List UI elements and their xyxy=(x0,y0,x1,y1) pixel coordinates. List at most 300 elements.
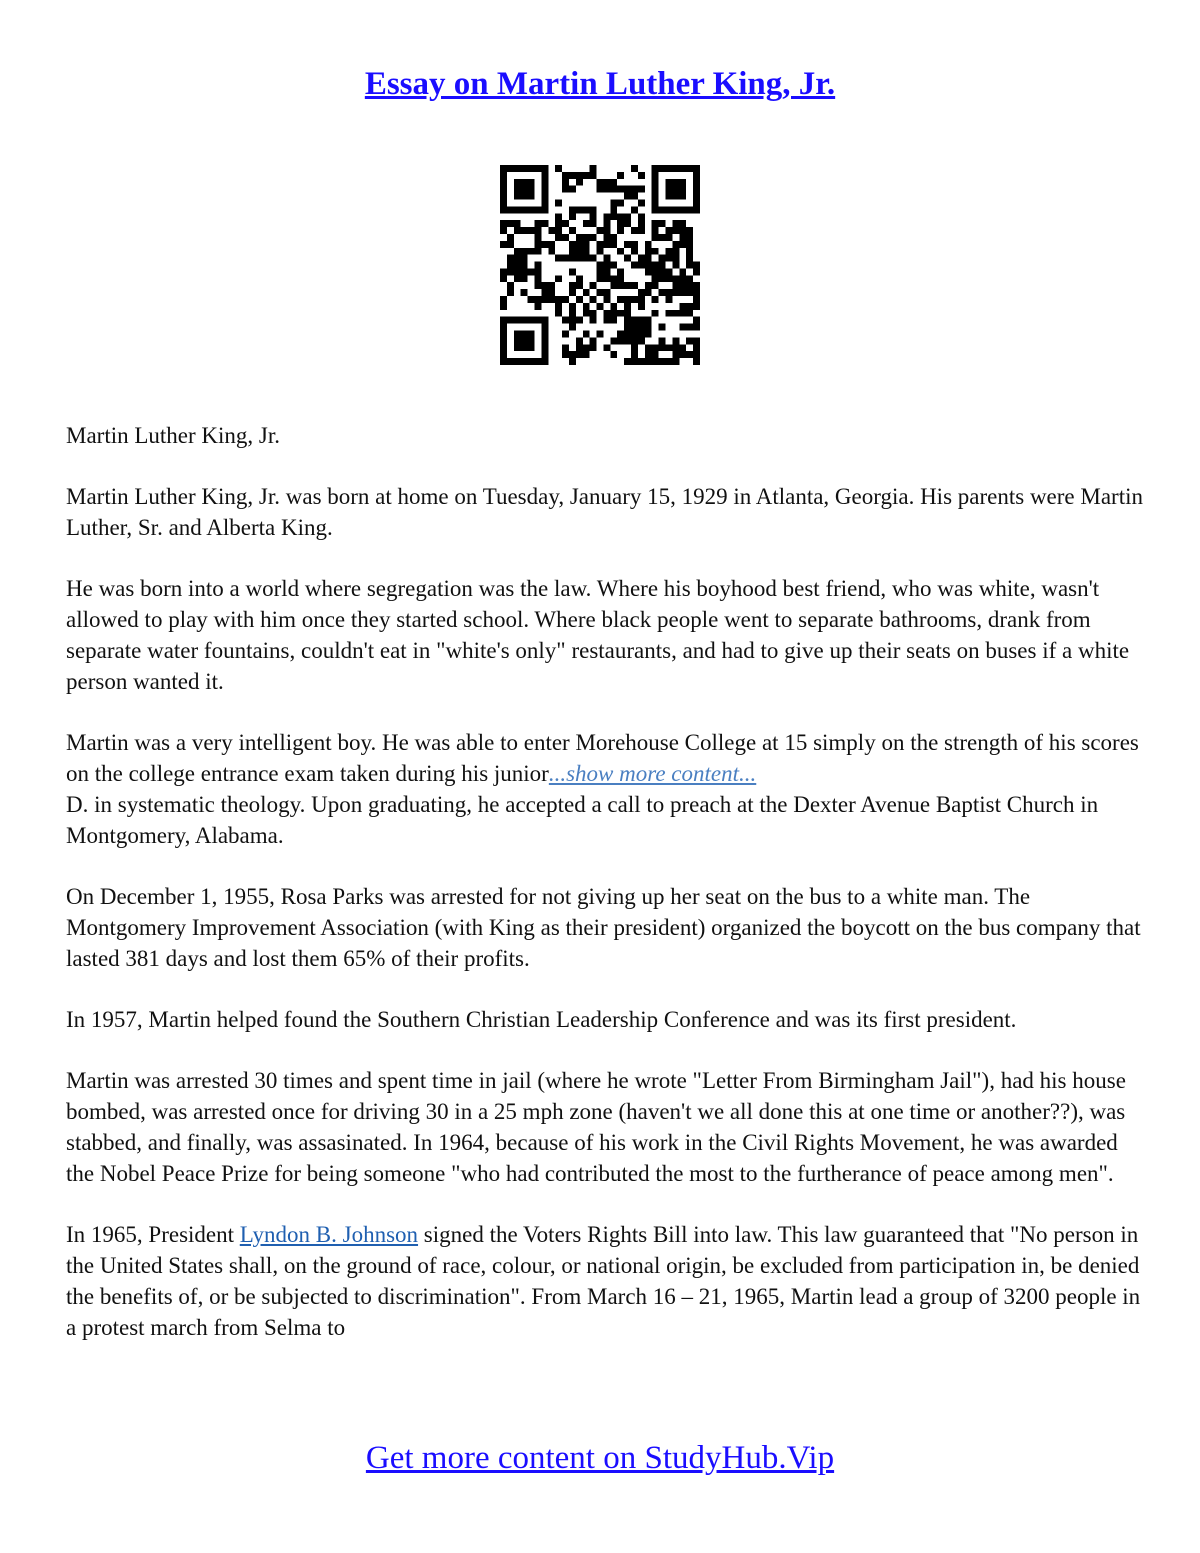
qr-module xyxy=(534,358,541,365)
qr-module xyxy=(521,179,528,186)
qr-module xyxy=(562,331,569,338)
qr-module xyxy=(555,275,562,282)
qr-module xyxy=(679,351,686,358)
qr-module xyxy=(569,358,576,365)
qr-module xyxy=(617,275,624,282)
qr-module xyxy=(528,337,535,344)
qr-module xyxy=(576,241,583,248)
qr-module xyxy=(500,296,507,303)
qr-module xyxy=(631,344,638,351)
qr-module xyxy=(534,303,541,310)
studyhub-footer-link[interactable]: Get more content on StudyHub.Vip xyxy=(365,1440,835,1476)
paragraph-voting-rights-start: In 1965, President xyxy=(66,1222,240,1247)
qr-module xyxy=(672,179,679,186)
qr-module xyxy=(679,193,686,200)
qr-module xyxy=(679,275,686,282)
qr-module xyxy=(693,317,700,324)
qr-module xyxy=(583,289,590,296)
qr-module xyxy=(555,213,562,220)
qr-module xyxy=(624,241,631,248)
qr-module xyxy=(652,358,659,365)
qr-module xyxy=(693,199,700,206)
qr-module xyxy=(541,296,548,303)
qr-module xyxy=(583,310,590,317)
qr-module xyxy=(576,234,583,241)
qr-module xyxy=(569,317,576,324)
qr-module xyxy=(500,220,507,227)
qr-module xyxy=(521,227,528,234)
qr-module xyxy=(500,331,507,338)
qr-module xyxy=(672,289,679,296)
paragraph-rosa-parks: On December 1, 1955, Rosa Parks was arrested for not giving up her seat on the bus to a white man. The Montgomery Improvement Association (with King as their president) organized the boycott on the bus company that lasted 381 days and lost them 65% of their profits. xyxy=(66,884,1141,971)
qr-module xyxy=(514,186,521,193)
qr-module xyxy=(528,227,535,234)
qr-module xyxy=(672,310,679,317)
qr-module xyxy=(631,241,638,248)
qr-module xyxy=(528,179,535,186)
qr-module xyxy=(500,206,507,213)
qr-module xyxy=(541,165,548,172)
show-more-content-link[interactable]: ...show more content... xyxy=(548,761,757,786)
essay-title-link[interactable]: Essay on Martin Luther King, Jr. xyxy=(364,66,836,102)
qr-module xyxy=(686,282,693,289)
qr-module xyxy=(666,344,673,351)
qr-module xyxy=(659,324,666,331)
qr-module xyxy=(617,227,624,234)
qr-module xyxy=(624,331,631,338)
qr-module xyxy=(590,317,597,324)
qr-module xyxy=(555,310,562,317)
qr-module xyxy=(521,255,528,262)
qr-module xyxy=(679,234,686,241)
qr-module xyxy=(541,324,548,331)
qr-module xyxy=(514,337,521,344)
qr-module xyxy=(693,358,700,365)
qr-module xyxy=(686,241,693,248)
qr-module xyxy=(569,351,576,358)
qr-module xyxy=(548,227,555,234)
qr-module xyxy=(514,275,521,282)
qr-module xyxy=(686,234,693,241)
qr-module xyxy=(631,296,638,303)
qr-module xyxy=(576,255,583,262)
qr-module xyxy=(638,172,645,179)
qr-module xyxy=(590,206,597,213)
qr-module xyxy=(672,255,679,262)
qr-module xyxy=(672,165,679,172)
qr-module xyxy=(541,331,548,338)
qr-module xyxy=(679,220,686,227)
qr-module xyxy=(583,255,590,262)
qr-module xyxy=(638,358,645,365)
qr-module xyxy=(638,324,645,331)
qr-module xyxy=(500,186,507,193)
qr-module xyxy=(590,310,597,317)
qr-module xyxy=(679,344,686,351)
qr-module xyxy=(500,275,507,282)
qr-module xyxy=(528,296,535,303)
qr-module xyxy=(603,268,610,275)
qr-module xyxy=(631,358,638,365)
qr-module xyxy=(603,344,610,351)
qr-module xyxy=(507,165,514,172)
qr-module xyxy=(555,296,562,303)
qr-module xyxy=(693,179,700,186)
qr-module xyxy=(521,275,528,282)
qr-module xyxy=(679,303,686,310)
qr-module xyxy=(693,303,700,310)
qr-module xyxy=(548,248,555,255)
qr-module xyxy=(659,289,666,296)
qr-module xyxy=(624,337,631,344)
qr-module xyxy=(514,344,521,351)
qr-module xyxy=(562,351,569,358)
qr-module xyxy=(500,344,507,351)
qr-module xyxy=(693,186,700,193)
qr-module xyxy=(617,220,624,227)
qr-module xyxy=(583,206,590,213)
qr-module xyxy=(534,227,541,234)
qr-module xyxy=(610,262,617,269)
qr-module xyxy=(652,165,659,172)
qr-module xyxy=(666,179,673,186)
qr-module xyxy=(693,296,700,303)
qr-module xyxy=(521,262,528,269)
qr-module xyxy=(666,165,673,172)
qr-module xyxy=(666,248,673,255)
qr-module xyxy=(638,213,645,220)
qr-module xyxy=(666,289,673,296)
qr-module xyxy=(610,206,617,213)
qr-module xyxy=(590,213,597,220)
qr-module xyxy=(666,255,673,262)
qr-module xyxy=(610,351,617,358)
qr-module xyxy=(631,165,638,172)
qr-module xyxy=(659,262,666,269)
qr-module xyxy=(645,268,652,275)
qr-module xyxy=(679,310,686,317)
qr-module xyxy=(638,289,645,296)
qr-module xyxy=(652,186,659,193)
qr-module xyxy=(652,282,659,289)
qr-module xyxy=(610,275,617,282)
qr-module xyxy=(686,337,693,344)
qr-module xyxy=(693,344,700,351)
essay-heading: Martin Luther King, Jr. xyxy=(66,423,280,448)
qr-module xyxy=(534,282,541,289)
qr-module xyxy=(652,227,659,234)
qr-module xyxy=(541,351,548,358)
qr-code-icon xyxy=(500,165,700,365)
qr-module xyxy=(590,337,597,344)
qr-module xyxy=(569,213,576,220)
qr-module xyxy=(686,289,693,296)
qr-module xyxy=(500,172,507,179)
qr-module xyxy=(652,220,659,227)
qr-module xyxy=(500,268,507,275)
qr-module xyxy=(514,220,521,227)
qr-module xyxy=(666,310,673,317)
qr-module xyxy=(521,331,528,338)
qr-module xyxy=(624,186,631,193)
qr-module xyxy=(521,317,528,324)
qr-module xyxy=(534,165,541,172)
qr-module xyxy=(631,351,638,358)
qr-module xyxy=(500,199,507,206)
qr-module xyxy=(645,248,652,255)
qr-module xyxy=(521,289,528,296)
qr-module xyxy=(652,268,659,275)
qr-module xyxy=(541,282,548,289)
qr-module xyxy=(652,262,659,269)
qr-module xyxy=(610,317,617,324)
qr-module xyxy=(590,220,597,227)
qr-module xyxy=(528,248,535,255)
qr-module xyxy=(693,193,700,200)
qr-module xyxy=(569,268,576,275)
qr-module xyxy=(555,199,562,206)
qr-module xyxy=(672,206,679,213)
qr-module xyxy=(541,186,548,193)
qr-module xyxy=(514,358,521,365)
qr-module xyxy=(638,255,645,262)
qr-module xyxy=(590,344,597,351)
qr-module xyxy=(590,234,597,241)
qr-module xyxy=(666,296,673,303)
qr-module xyxy=(631,262,638,269)
qr-module xyxy=(507,255,514,262)
qr-module xyxy=(597,248,604,255)
qr-module xyxy=(679,324,686,331)
qr-module xyxy=(617,310,624,317)
qr-module xyxy=(652,179,659,186)
qr-module xyxy=(659,234,666,241)
qr-module xyxy=(631,331,638,338)
qr-module xyxy=(693,268,700,275)
qr-module xyxy=(583,331,590,338)
qr-module xyxy=(521,248,528,255)
qr-module xyxy=(521,337,528,344)
qr-module xyxy=(500,241,507,248)
qr-module xyxy=(666,206,673,213)
qr-module xyxy=(652,351,659,358)
qr-module xyxy=(555,220,562,227)
qr-module xyxy=(693,351,700,358)
qr-module xyxy=(534,317,541,324)
qr-module xyxy=(679,227,686,234)
qr-module xyxy=(645,289,652,296)
qr-module xyxy=(645,358,652,365)
qr-module xyxy=(576,172,583,179)
qr-module xyxy=(590,165,597,172)
qr-module xyxy=(528,186,535,193)
qr-module xyxy=(569,282,576,289)
paragraph-arrests: Martin was arrested 30 times and spent time in jail (where he wrote "Letter From Birmingham Jail"), had his house bombed, was arrested once for driving 30 in a 25 mph zone (haven't we all done this at one time or another??), was stabbed, and finally, was assasinated. In 1964, because of his work in the Civil Rights Movement, he was awarded the Nobel Peace Prize for being someone "who had contributed the most to the furtherance of peace among men". xyxy=(66,1068,1126,1186)
qr-module xyxy=(569,227,576,234)
qr-module xyxy=(534,248,541,255)
qr-module xyxy=(686,275,693,282)
qr-module xyxy=(624,317,631,324)
qr-module xyxy=(590,296,597,303)
qr-module xyxy=(514,268,521,275)
qr-module xyxy=(583,351,590,358)
qr-module xyxy=(597,241,604,248)
qr-module xyxy=(583,303,590,310)
qr-module xyxy=(652,296,659,303)
qr-module xyxy=(672,186,679,193)
qr-module xyxy=(631,186,638,193)
qr-module xyxy=(541,206,548,213)
qr-module xyxy=(659,268,666,275)
qr-module xyxy=(521,344,528,351)
qr-module xyxy=(638,186,645,193)
qr-module xyxy=(555,165,562,172)
qr-module xyxy=(672,220,679,227)
qr-module xyxy=(624,358,631,365)
qr-module xyxy=(514,248,521,255)
qr-module xyxy=(583,234,590,241)
qr-module xyxy=(548,241,555,248)
qr-module xyxy=(624,255,631,262)
qr-module xyxy=(534,206,541,213)
qr-module xyxy=(686,262,693,269)
qr-module xyxy=(638,331,645,338)
qr-module xyxy=(617,248,624,255)
qr-module xyxy=(576,351,583,358)
qr-module xyxy=(686,303,693,310)
qr-module xyxy=(548,296,555,303)
qr-module xyxy=(693,337,700,344)
qr-module xyxy=(659,255,666,262)
qr-module xyxy=(597,262,604,269)
qr-module xyxy=(514,193,521,200)
qr-module xyxy=(548,289,555,296)
qr-module xyxy=(569,206,576,213)
qr-module xyxy=(645,255,652,262)
qr-module xyxy=(548,282,555,289)
qr-module xyxy=(659,220,666,227)
qr-module xyxy=(528,206,535,213)
qr-module xyxy=(652,193,659,200)
qr-module xyxy=(693,165,700,172)
qr-module xyxy=(603,186,610,193)
qr-module xyxy=(610,179,617,186)
paragraph-birth: Martin Luther King, Jr. was born at home on Tuesday, January 15, 1929 in Atlanta, Georgia. His parents were Martin Luther, Sr. and Alberta King. xyxy=(66,484,1143,540)
lyndon-johnson-link[interactable]: Lyndon B. Johnson xyxy=(239,1222,419,1247)
qr-module xyxy=(638,337,645,344)
qr-module xyxy=(672,248,679,255)
qr-module xyxy=(555,227,562,234)
qr-module xyxy=(659,275,666,282)
qr-module xyxy=(652,310,659,317)
paragraph-education-start: Martin was a very intelligent boy. He was able to enter Morehouse College at 15 simply on the strength of his scores on the college entrance exam taken during his junior xyxy=(66,730,1139,786)
qr-module xyxy=(576,282,583,289)
qr-module xyxy=(534,234,541,241)
qr-module xyxy=(679,282,686,289)
qr-module xyxy=(617,172,624,179)
qr-module xyxy=(624,324,631,331)
qr-module xyxy=(610,282,617,289)
qr-module xyxy=(541,358,548,365)
qr-module xyxy=(562,255,569,262)
qr-module xyxy=(500,193,507,200)
qr-module xyxy=(507,317,514,324)
qr-module xyxy=(603,262,610,269)
qr-module xyxy=(666,268,673,275)
qr-module xyxy=(534,296,541,303)
qr-module xyxy=(555,234,562,241)
qr-module xyxy=(631,282,638,289)
qr-module xyxy=(576,337,583,344)
qr-module xyxy=(624,213,631,220)
paragraph-voting-rights xyxy=(66,1219,1146,1343)
qr-module xyxy=(514,262,521,269)
qr-module xyxy=(597,331,604,338)
qr-module xyxy=(693,172,700,179)
qr-module xyxy=(521,193,528,200)
qr-module xyxy=(686,227,693,234)
qr-module xyxy=(514,227,521,234)
qr-module xyxy=(500,317,507,324)
qr-module xyxy=(686,255,693,262)
qr-module xyxy=(686,310,693,317)
qr-module xyxy=(500,303,507,310)
qr-module xyxy=(569,310,576,317)
qr-module xyxy=(569,241,576,248)
qr-module xyxy=(521,186,528,193)
qr-module xyxy=(507,241,514,248)
qr-module xyxy=(617,268,624,275)
qr-module xyxy=(528,344,535,351)
qr-module xyxy=(652,206,659,213)
qr-module xyxy=(610,234,617,241)
qr-module xyxy=(597,186,604,193)
paragraph-segregation: He was born into a world where segregation was the law. Where his boyhood best friend, who was white, wasn't allowed to play with him once they started school. Where black people went to separate bathrooms, drank from separate water fountains, couldn't eat in "white's only" restaurants, and had to give up their seats on buses if a white person wanted it. xyxy=(66,576,1130,694)
qr-module xyxy=(624,220,631,227)
qr-module xyxy=(631,317,638,324)
qr-module xyxy=(645,317,652,324)
qr-module xyxy=(672,275,679,282)
qr-module xyxy=(541,317,548,324)
qr-module xyxy=(500,337,507,344)
qr-module xyxy=(631,227,638,234)
qr-module xyxy=(562,317,569,324)
qr-module xyxy=(603,220,610,227)
qr-module xyxy=(659,344,666,351)
qr-module xyxy=(617,213,624,220)
qr-module xyxy=(541,179,548,186)
qr-module xyxy=(603,227,610,234)
qr-module xyxy=(541,337,548,344)
qr-module xyxy=(638,303,645,310)
qr-module xyxy=(624,193,631,200)
qr-module xyxy=(528,165,535,172)
qr-module xyxy=(652,199,659,206)
qr-module xyxy=(610,310,617,317)
qr-module xyxy=(569,248,576,255)
qr-module xyxy=(603,296,610,303)
qr-module xyxy=(686,248,693,255)
qr-module xyxy=(500,358,507,365)
qr-module xyxy=(603,179,610,186)
qr-module xyxy=(679,289,686,296)
qr-module xyxy=(672,262,679,269)
qr-module xyxy=(534,268,541,275)
qr-module xyxy=(652,275,659,282)
qr-module xyxy=(555,255,562,262)
qr-module xyxy=(555,303,562,310)
qr-module xyxy=(617,296,624,303)
